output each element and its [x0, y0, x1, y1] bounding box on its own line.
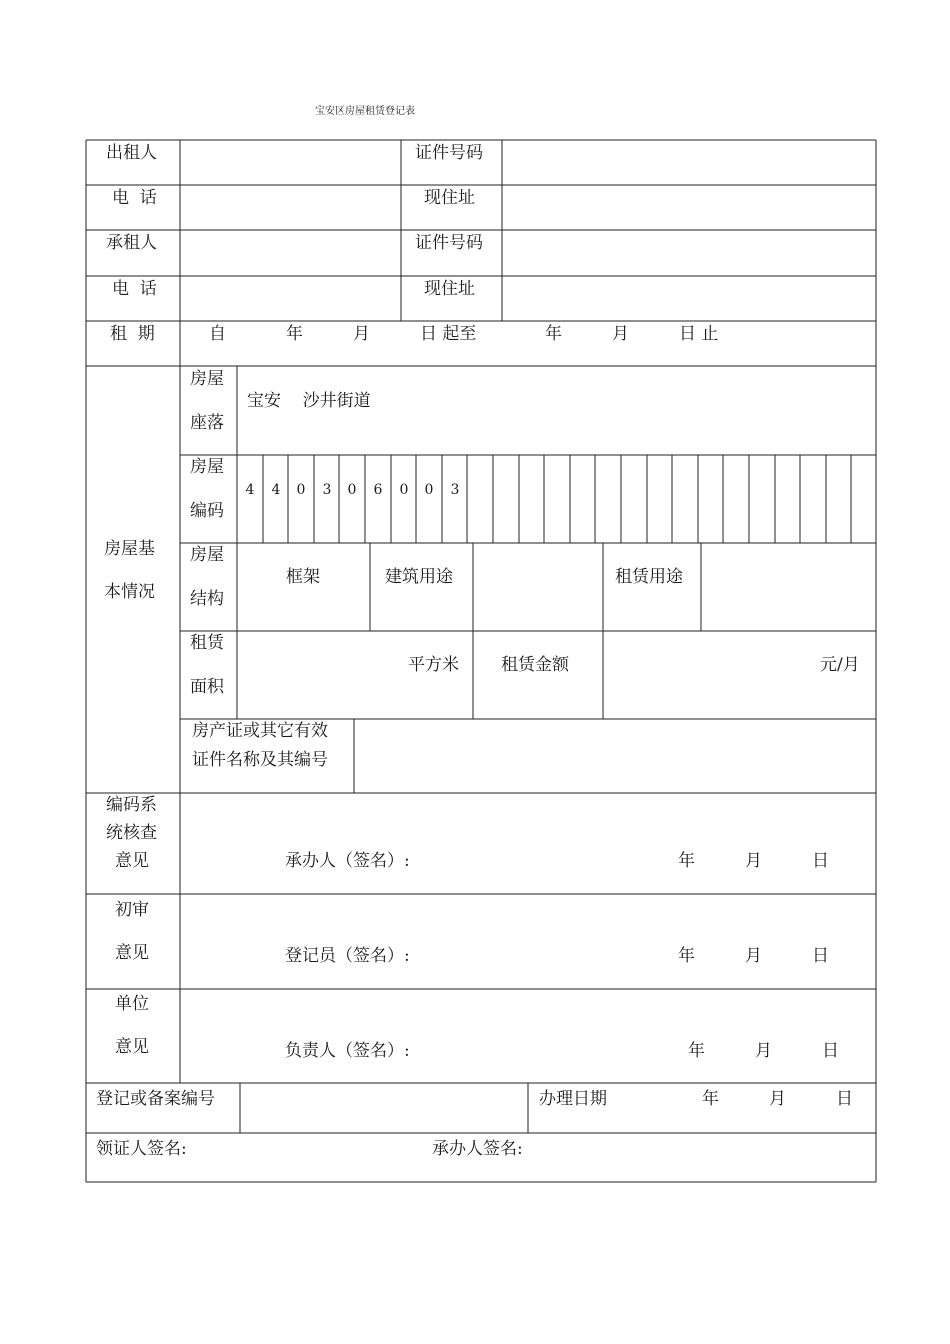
code-digit: 0	[296, 482, 306, 498]
code-digit: 4	[271, 482, 281, 498]
lessee-label: 承租人	[106, 233, 157, 253]
registration-date-label: 办理日期	[539, 1089, 607, 1109]
unit-opinion-signer: 负责人（签名）:	[285, 1041, 410, 1061]
code-check-signer: 承办人（签名）:	[285, 851, 410, 871]
unit-opinion-month: 月	[755, 1041, 772, 1061]
code-check-label-1: 编码系	[106, 795, 157, 815]
structure-value: 框架	[286, 567, 320, 587]
rental-use-label: 租赁用途	[615, 567, 683, 587]
term-day-to: 日 止	[679, 324, 719, 344]
initial-review-label-1: 初审	[115, 900, 149, 920]
code-check-year: 年	[678, 851, 695, 871]
code-check-label-2: 统核查	[106, 823, 157, 843]
unit-opinion-year: 年	[688, 1041, 705, 1061]
location-label-1: 房屋	[190, 369, 224, 389]
code-digit: 3	[450, 482, 460, 498]
registration-day: 日	[836, 1089, 853, 1109]
amount-unit: 元/月	[820, 655, 860, 675]
unit-opinion-label-2: 意见	[115, 1037, 149, 1057]
handler-signature-label: 承办人签名:	[432, 1139, 523, 1159]
initial-review-label-2: 意见	[115, 943, 149, 963]
initial-review-month: 月	[745, 946, 762, 966]
area-label-2: 面积	[190, 677, 224, 697]
code-label-1: 房屋	[190, 457, 224, 477]
lessor-label: 出租人	[106, 143, 157, 163]
registration-year: 年	[702, 1089, 719, 1109]
unit-opinion-day: 日	[822, 1041, 839, 1061]
code-digit: 0	[399, 482, 409, 498]
code-check-day: 日	[812, 851, 829, 871]
term-label: 租 期	[110, 324, 155, 344]
registration-month: 月	[769, 1089, 786, 1109]
location-label-2: 座落	[190, 413, 224, 433]
lessee-phone-label: 电 话	[112, 279, 157, 299]
amount-label: 租赁金额	[501, 655, 569, 675]
term-month-1: 月	[353, 324, 370, 344]
code-check-label-3: 意见	[115, 851, 149, 871]
structure-label-2: 结构	[190, 589, 224, 609]
lessee-id-label: 证件号码	[415, 233, 483, 253]
code-digit: 3	[322, 482, 332, 498]
house-section-label-1: 房屋基	[104, 539, 155, 559]
lessee-address-label: 现住址	[424, 279, 475, 299]
code-digit: 4	[245, 482, 255, 498]
term-day-from: 日 起至	[420, 324, 477, 344]
house-section-label-2: 本情况	[104, 582, 155, 602]
registration-number-label: 登记或备案编号	[96, 1089, 215, 1109]
lessor-id-label: 证件号码	[415, 143, 483, 163]
code-label-2: 编码	[190, 501, 224, 521]
lessor-address-label: 现住址	[424, 188, 475, 208]
lessor-phone-label: 电 话	[112, 188, 157, 208]
receiver-signature-label: 领证人签名:	[96, 1139, 187, 1159]
code-digit: 6	[373, 482, 383, 498]
initial-review-day: 日	[812, 946, 829, 966]
initial-review-year: 年	[678, 946, 695, 966]
area-unit: 平方米	[408, 655, 459, 675]
term-year-1: 年	[286, 324, 303, 344]
initial-review-signer: 登记员（签名）:	[285, 946, 410, 966]
term-month-2: 月	[612, 324, 629, 344]
form-title: 宝安区房屋租赁登记表	[315, 106, 415, 117]
code-digit: 0	[347, 482, 357, 498]
building-use-label: 建筑用途	[385, 567, 453, 587]
cert-label-2: 证件名称及其编号	[192, 750, 328, 770]
location-value: 宝安 沙井街道	[247, 391, 371, 411]
term-year-2: 年	[545, 324, 562, 344]
code-digit: 0	[424, 482, 434, 498]
structure-label-1: 房屋	[190, 545, 224, 565]
code-check-month: 月	[745, 851, 762, 871]
cert-label-1: 房产证或其它有效	[192, 721, 328, 741]
unit-opinion-label-1: 单位	[115, 994, 149, 1014]
term-from: 自	[209, 324, 226, 344]
area-label-1: 租赁	[190, 633, 224, 653]
